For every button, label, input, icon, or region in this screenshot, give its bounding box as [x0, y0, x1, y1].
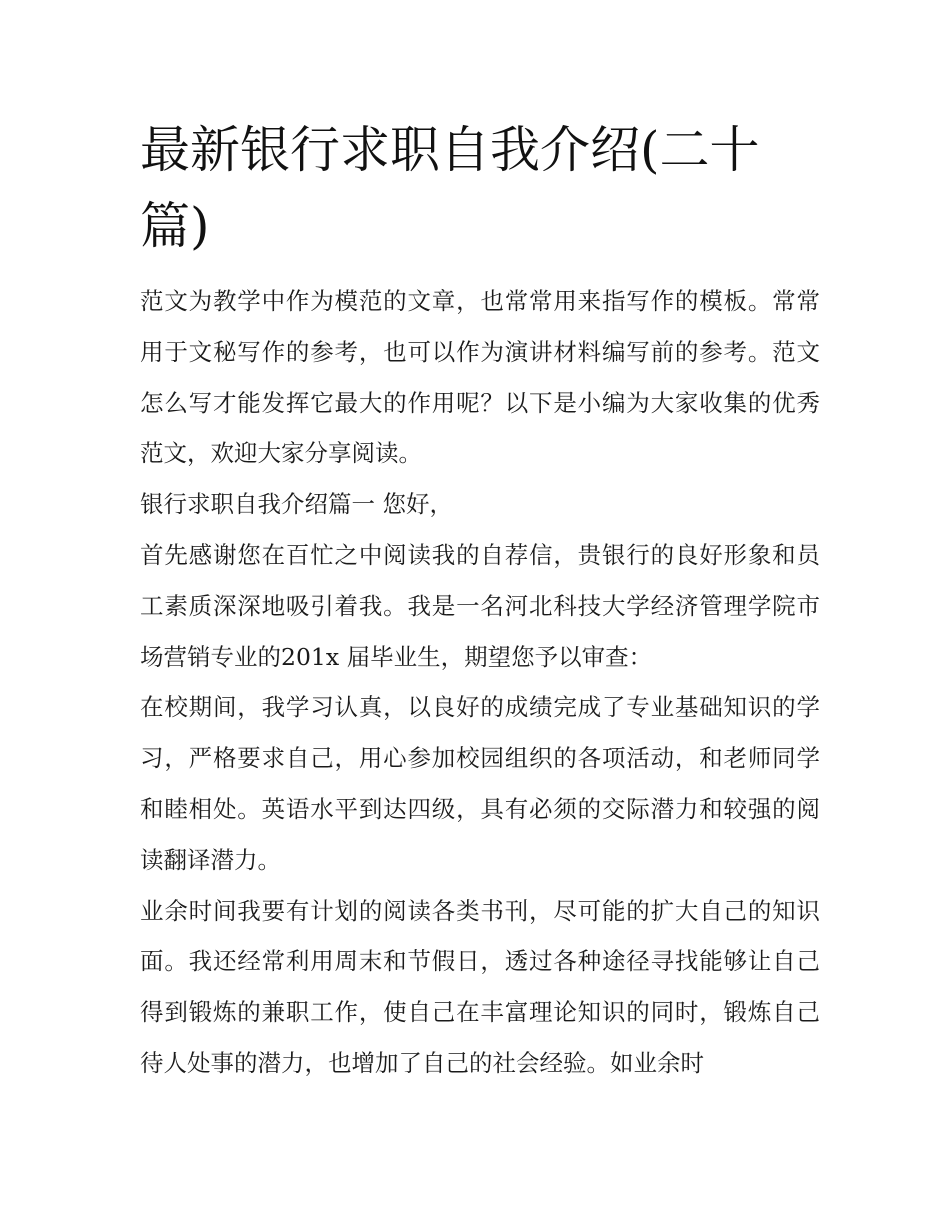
paragraph-intro: 范文为教学中作为模范的文章，也常常用来指写作的模板。常常用于文秘写作的参考，也可以作为演讲材料编写前的参考。范文怎么写才能发挥它最大的作用呢？以下是小编为大家收集的优秀范文，欢迎大家分享阅读。 [140, 287, 820, 468]
document-body [140, 276, 820, 1089]
paragraph-greeting: 银行求职自我介绍篇一 您好， [140, 490, 453, 519]
paragraph-spare-time: 业余时间我要有计划的阅读各类书刊，尽可能的扩大自己的知识面。我还经常利用周末和节假日，透过各种途径寻找能够让自己得到锻炼的兼职工作，使自己在丰富理论知识的同时，锻炼自己待人处事的潜力，也增加了自己的社会经验。如业余时 [140, 896, 820, 1077]
paragraph-opening: 首先感谢您在百忙之中阅读我的自荐信，贵银行的良好形象和员工素质深深地吸引着我。我是一名河北科技大学经济管理学院市场营销专业的201x 届毕业生，期望您予以审查： [140, 540, 820, 671]
paragraph-study: 在校期间，我学习认真，以良好的成绩完成了专业基础知识的学习，严格要求自己，用心参加校园组织的各项活动，和老师同学和睦相处。英语水平到达四级，具有必须的交际潜力和较强的阅读翻译潜力。 [140, 693, 820, 874]
document-title: 最新银行求职自我介绍(二十篇) [140, 121, 760, 255]
